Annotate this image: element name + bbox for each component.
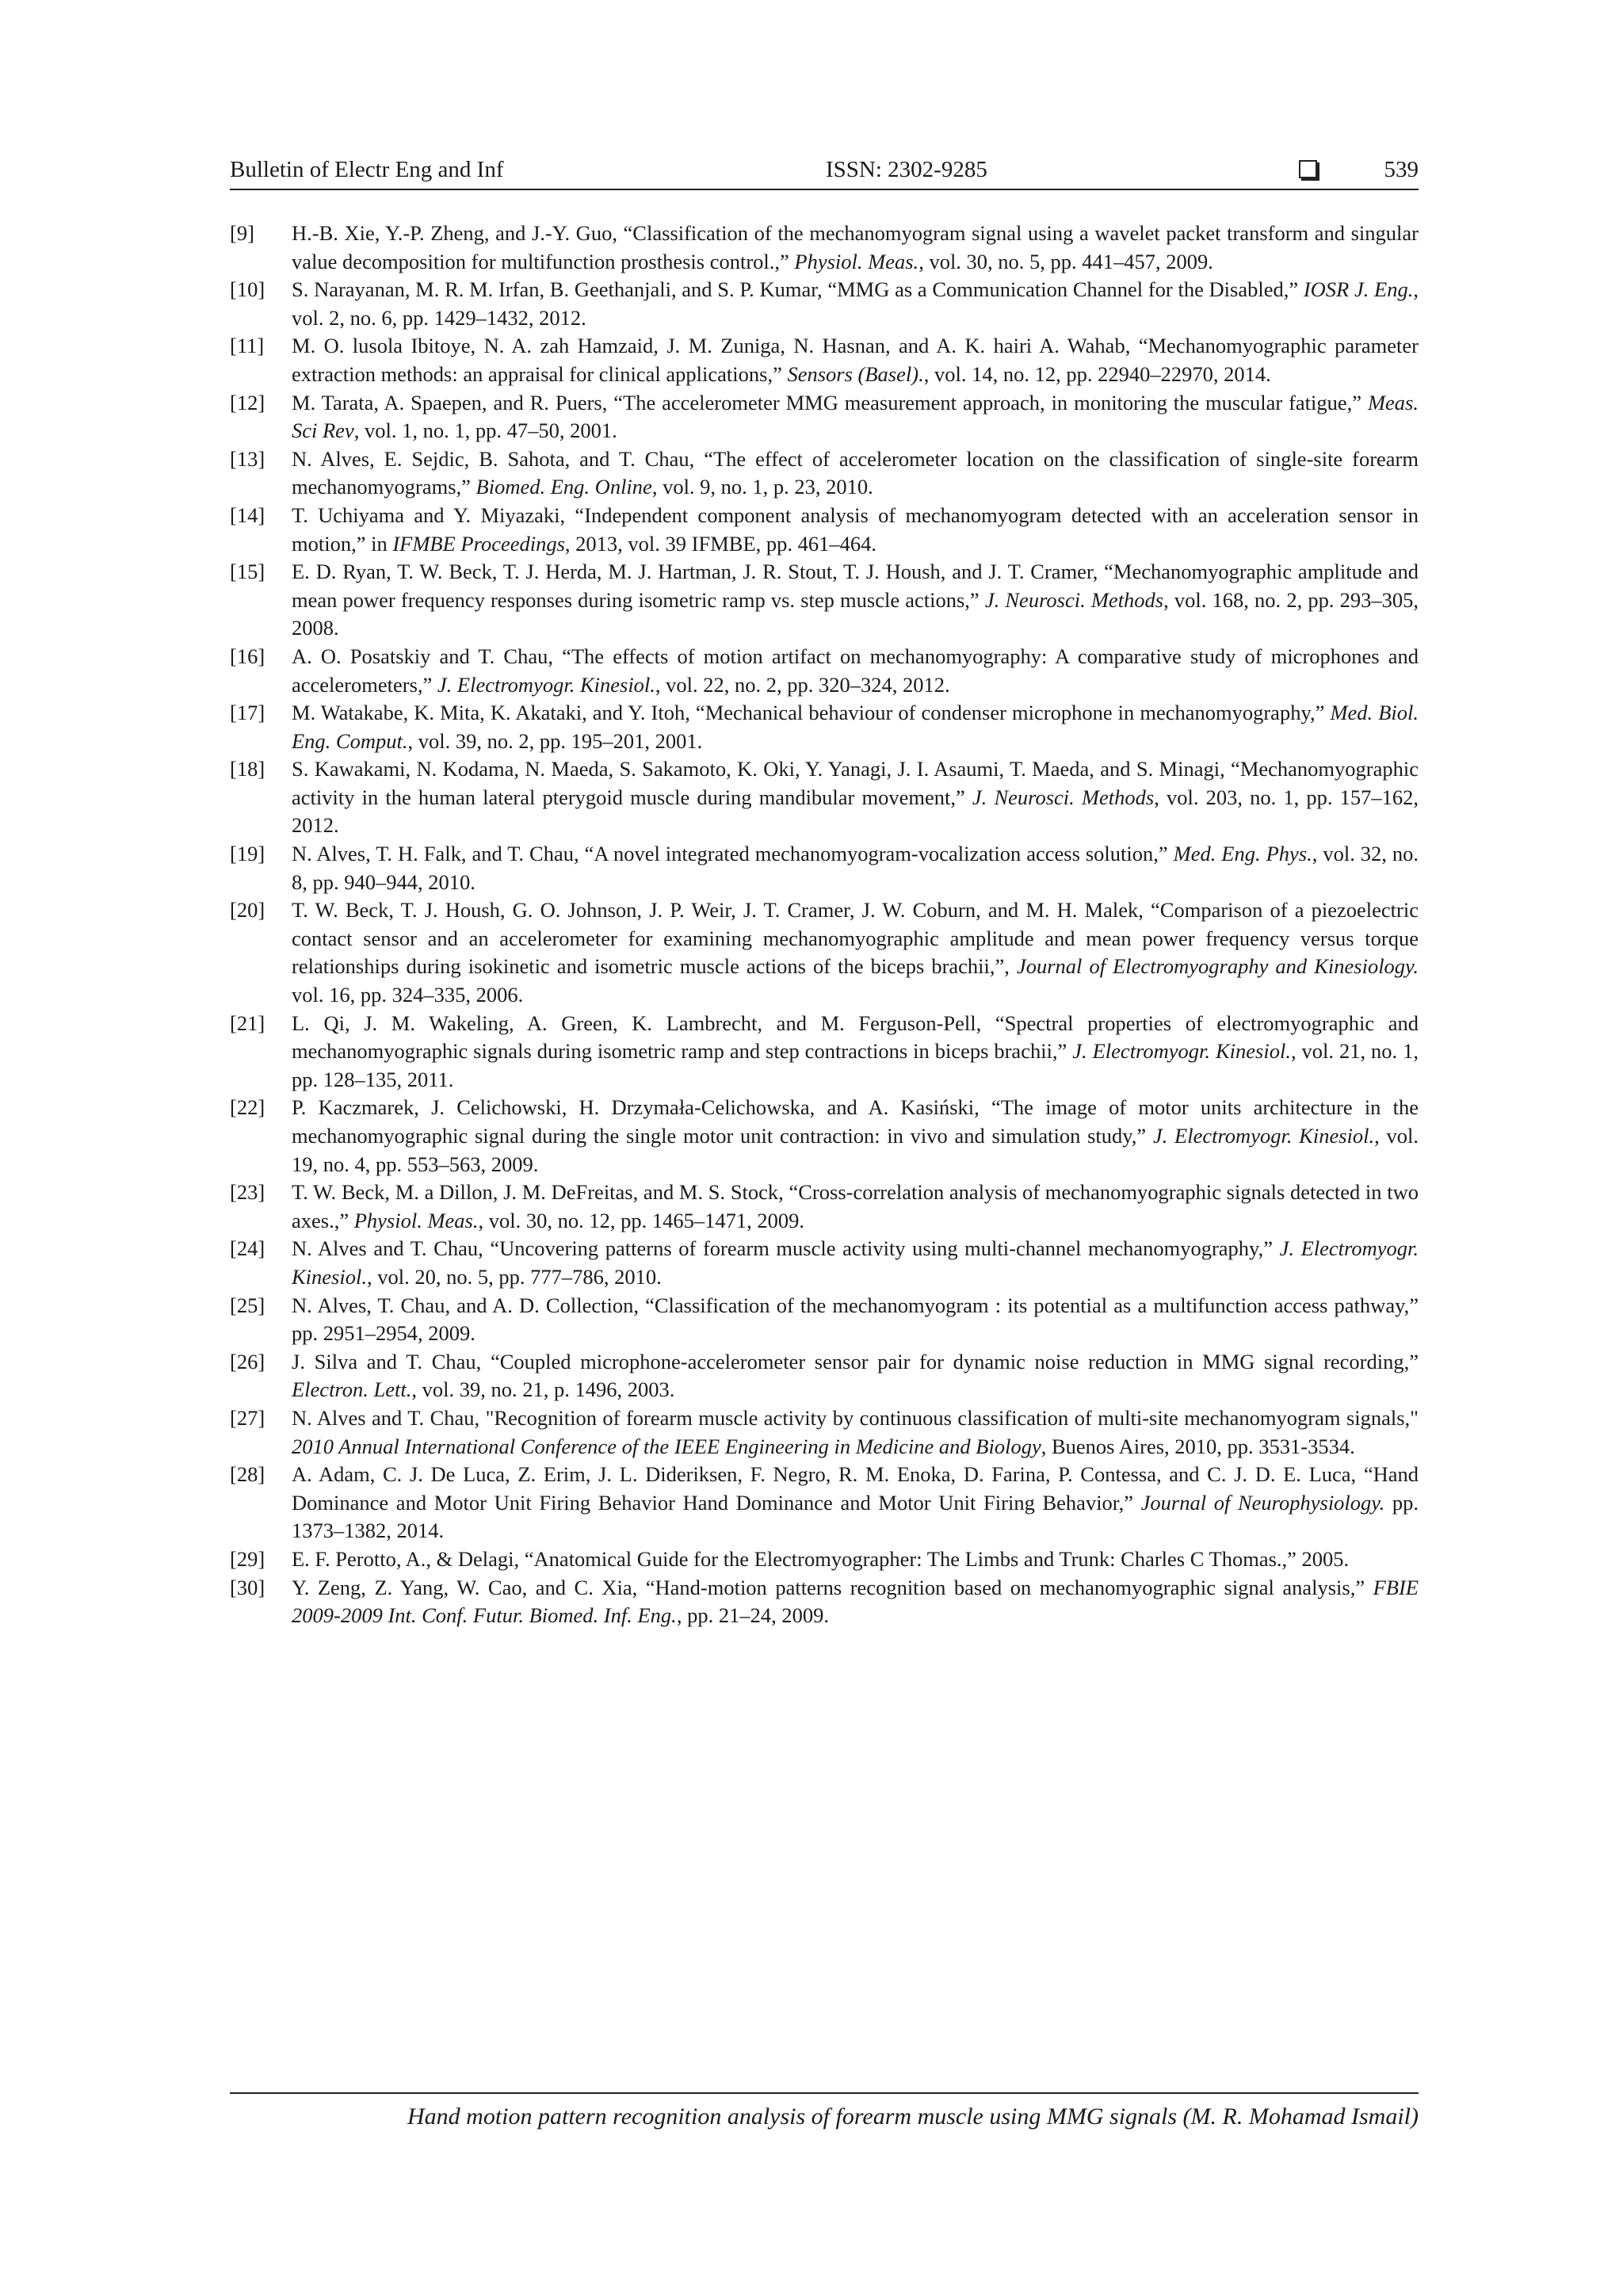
reference-number: [20] bbox=[230, 898, 265, 923]
reference-segment: N. Alves, T. H. Falk, and T. Chau, “A novel integrated mechanomyogram-vocalization access solution,” bbox=[292, 842, 1174, 866]
reference-text bbox=[292, 558, 1419, 643]
reference-item bbox=[230, 1461, 1419, 1545]
reference-segment: , pp. 21–24, 2009. bbox=[676, 1603, 829, 1628]
reference-number: [12] bbox=[230, 390, 265, 415]
reference-segment: N. Alves, T. Chau, and A. D. Collection, “Classification of the mechanomyogram : its potential as a multifunction access pathway,” pp. 2951–2954, 2009. bbox=[292, 1293, 1419, 1346]
reference-segment: , vol. 39, no. 21, p. 1496, 2003. bbox=[411, 1377, 675, 1402]
reference-source: Journal of Electromyography and Kinesiology. bbox=[1016, 954, 1419, 979]
reference-source: Med. Eng. Phys. bbox=[1173, 842, 1312, 866]
reference-segment: J. Silva and T. Chau, “Coupled microphone-accelerometer sensor pair for dynamic noise reduction in MMG signal recording,” bbox=[292, 1349, 1419, 1373]
reference-text bbox=[292, 755, 1419, 840]
page-footer bbox=[230, 2092, 1419, 2130]
reference-source: J. Neurosci. Methods bbox=[984, 587, 1164, 612]
page-number: 539 bbox=[1384, 157, 1419, 182]
reference-source: Journal of Neurophysiology. bbox=[1140, 1490, 1385, 1515]
reference-item bbox=[230, 276, 1419, 332]
reference-item bbox=[230, 1094, 1419, 1179]
reference-segment: , vol. 22, no. 2, pp. 320–324, 2012. bbox=[655, 672, 950, 697]
reference-item bbox=[230, 755, 1419, 840]
reference-segment: M. Watakabe, K. Mita, K. Akataki, and Y. Itoh, “Mechanical behaviour of condenser microphone in mechanomyography,” bbox=[292, 701, 1331, 725]
reference-segment: , Buenos Aires, 2010, pp. 3531-3534. bbox=[1041, 1434, 1355, 1458]
reference-item bbox=[230, 1348, 1419, 1404]
reference-text bbox=[292, 1348, 1419, 1404]
reference-text bbox=[292, 1094, 1419, 1179]
reference-segment: H.-B. Xie, Y.-P. Zheng, and J.-Y. Guo, “Classification of the mechanomyogram signal using a wavelet packet transform and singular value decomposition for multifunction prosthesis control.,” bbox=[292, 221, 1419, 273]
reference-source: FBIE 2009-2009 Int. Conf. Futur. Biomed. Inf. Eng. bbox=[292, 1575, 1419, 1628]
reference-segment: T. Uchiyama and Y. Miyazaki, “Independent component analysis of mechanomyogram detected with an acceleration sensor in motion,” in bbox=[292, 502, 1419, 556]
reference-segment: T. W. Beck, M. a Dillon, J. M. DeFreitas, and M. S. Stock, “Cross-correlation analysis of mechanomyographic signals detected in two axes.,” bbox=[292, 1180, 1419, 1232]
reference-segment: Y. Zeng, Z. Yang, W. Cao, and C. Xia, “Hand-motion patterns recognition based on mechanomyographic signal analysis,” bbox=[292, 1575, 1373, 1599]
reference-segment: , vol. 20, no. 5, pp. 777–786, 2010. bbox=[366, 1264, 662, 1289]
reference-number: [11] bbox=[230, 334, 265, 358]
reference-segment: , vol. 9, no. 1, p. 23, 2010. bbox=[651, 475, 873, 499]
reference-segment: S. Kawakami, N. Kodama, N. Maeda, S. Sakamoto, K. Oki, Y. Yanagi, J. I. Asaumi, T. Maeda, and S. Minagi, “Mechanomyographic activity in the human lateral pterygoid muscle during mandibular movement,” bbox=[292, 757, 1419, 809]
reference-source: J. Electromyogr. Kinesiol. bbox=[1072, 1039, 1291, 1064]
reference-source: Biomed. Eng. Online bbox=[475, 475, 652, 499]
reference-text bbox=[292, 1179, 1419, 1235]
reference-item bbox=[230, 445, 1419, 502]
reference-segment: , vol. 19, no. 4, pp. 553–563, 2009. bbox=[292, 1124, 1419, 1176]
reference-segment: , vol. 30, no. 5, pp. 441–457, 2009. bbox=[918, 249, 1213, 273]
reference-number: [10] bbox=[230, 277, 265, 302]
reference-source: Physiol. Meas. bbox=[794, 249, 919, 273]
reference-number: [9] bbox=[230, 221, 254, 245]
reference-segment: P. Kaczmarek, J. Celichowski, H. Drzymała-Celichowska, and A. Kasiński, “The image of motor units architecture in the mechanomyographic signal during the single motor unit contraction: in vivo and simulation study,” bbox=[292, 1095, 1419, 1148]
reference-segment: M. O. lusola Ibitoye, N. A. zah Hamzaid, J. M. Zuniga, N. Hasnan, and A. K. hairi A. Wahab, “Mechanomyographic parameter extraction methods: an appraisal for clinical applications,” bbox=[292, 334, 1419, 386]
reference-source: J. Electromyogr. Kinesiol. bbox=[437, 672, 655, 697]
reference-item bbox=[230, 643, 1419, 699]
reference-item bbox=[230, 1574, 1419, 1630]
reference-number: [18] bbox=[230, 757, 265, 781]
reference-item bbox=[230, 1404, 1419, 1461]
reference-item bbox=[230, 1010, 1419, 1095]
reference-number: [21] bbox=[230, 1010, 265, 1035]
reference-segment: E. D. Ryan, T. W. Beck, T. J. Herda, M. J. Hartman, J. R. Stout, T. J. Housh, and J. T. Cramer, “Mechanomyographic amplitude and mean power frequency responses during isometric ramp vs. step muscle actions,” bbox=[292, 560, 1419, 612]
reference-item bbox=[230, 389, 1419, 445]
footer-text: Hand motion pattern recognition analysis of forearm muscle using MMG signals (M. R. Mohamad Ismail) bbox=[407, 2103, 1419, 2130]
reference-list bbox=[230, 220, 1419, 1630]
reference-source: Sensors (Basel). bbox=[787, 361, 924, 386]
reference-segment: vol. 16, pp. 324–335, 2006. bbox=[292, 983, 524, 1007]
reference-segment: , 2013, vol. 39 IFMBE, pp. 461–464. bbox=[564, 531, 877, 556]
reference-source: 2010 Annual International Conference of the IEEE Engineering in Medicine and Biology bbox=[292, 1434, 1041, 1458]
reference-source: Physiol. Meas. bbox=[353, 1208, 479, 1232]
reference-number: [27] bbox=[230, 1405, 265, 1430]
reference-segment: N. Alves and T. Chau, "Recognition of forearm muscle activity by continuous classification of multi-site mechanomyogram signals," bbox=[292, 1405, 1419, 1430]
reference-number: [16] bbox=[230, 644, 265, 668]
reference-item bbox=[230, 1235, 1419, 1291]
reference-segment: L. Qi, J. M. Wakeling, A. Green, K. Lambrecht, and M. Ferguson-Pell, “Spectral properties of electromyographic and mechanomyographic signals during isometric ramp and step contractions in biceps brachii,” bbox=[292, 1010, 1419, 1064]
reference-number: [23] bbox=[230, 1180, 265, 1205]
reference-text bbox=[292, 276, 1419, 332]
reference-text bbox=[292, 389, 1419, 445]
square-icon bbox=[1299, 160, 1317, 178]
reference-number: [13] bbox=[230, 446, 265, 471]
reference-source: Med. Biol. Eng. Comput. bbox=[292, 701, 1419, 753]
reference-number: [17] bbox=[230, 701, 265, 725]
reference-number: [30] bbox=[230, 1575, 265, 1599]
reference-segment: pp. 1373–1382, 2014. bbox=[292, 1490, 1419, 1543]
reference-text bbox=[292, 896, 1419, 1009]
reference-number: [28] bbox=[230, 1462, 265, 1487]
reference-source: Electron. Lett. bbox=[292, 1377, 412, 1402]
reference-segment: A. O. Posatskiy and T. Chau, “The effects of motion artifact on mechanomyography: A comparative study of microphones and accelerometers,” bbox=[292, 644, 1419, 697]
reference-text bbox=[292, 1235, 1419, 1291]
reference-segment: N. Alves and T. Chau, “Uncovering patterns of forearm muscle activity using multi-channel mechanomyography,” bbox=[292, 1236, 1280, 1261]
issn: ISSN: 2302-9285 bbox=[826, 157, 987, 182]
reference-segment: A. Adam, C. J. De Luca, Z. Erim, J. L. Dideriksen, F. Negro, R. M. Enoka, D. Farina, P. Contessa, and C. J. D. E. Luca, “Hand Dominance and Motor Unit Firing Behavior Hand Dominance and Motor Unit Firing Behavior,” bbox=[292, 1462, 1419, 1515]
reference-text bbox=[292, 1010, 1419, 1095]
reference-item bbox=[230, 699, 1419, 755]
reference-segment: E. F. Perotto, A., & Delagi, “Anatomical Guide for the Electromyographer: The Limbs and Trunk: Charles C Thomas.,” 2005. bbox=[292, 1546, 1350, 1571]
reference-segment: , vol. 32, no. 8, pp. 940–944, 2010. bbox=[292, 842, 1419, 894]
reference-item bbox=[230, 502, 1419, 558]
reference-number: [24] bbox=[230, 1236, 265, 1261]
reference-source: IFMBE Proceedings bbox=[392, 531, 565, 556]
reference-number: [19] bbox=[230, 842, 265, 866]
reference-segment: T. W. Beck, T. J. Housh, G. O. Johnson, J. P. Weir, J. T. Cramer, J. W. Coburn, and M. H. Malek, “Comparison of a piezoelectric contact sensor and an accelerometer for examining mechanomyographic amplitude and mean power frequency versus torque relationships during isokinetic and isometric muscle actions of the biceps brachii,”, bbox=[292, 898, 1419, 979]
reference-segment: , vol. 39, no. 2, pp. 195–201, 2001. bbox=[407, 728, 703, 753]
reference-segment: , vol. 203, no. 1, pp. 157–162, 2012. bbox=[292, 785, 1419, 838]
reference-segment: , vol. 21, no. 1, pp. 128–135, 2011. bbox=[292, 1039, 1419, 1091]
reference-segment: , vol. 1, no. 1, pp. 47–50, 2001. bbox=[353, 418, 617, 443]
reference-segment: , vol. 30, no. 12, pp. 1465–1471, 2009. bbox=[478, 1208, 804, 1232]
reference-segment: N. Alves, E. Sejdic, B. Sahota, and T. Chau, “The effect of accelerometer location on the classification of single-site forearm mechanomyograms,” bbox=[292, 446, 1419, 499]
reference-item bbox=[230, 896, 1419, 1009]
reference-number: [29] bbox=[230, 1546, 265, 1571]
reference-text bbox=[292, 1545, 1419, 1574]
reference-source: Meas. Sci Rev bbox=[292, 390, 1419, 443]
reference-number: [22] bbox=[230, 1095, 265, 1120]
reference-segment: , vol. 2, no. 6, pp. 1429–1432, 2012. bbox=[292, 277, 1419, 330]
reference-text bbox=[292, 1461, 1419, 1545]
reference-item bbox=[230, 1545, 1419, 1574]
reference-number: [14] bbox=[230, 502, 265, 527]
reference-text bbox=[292, 1404, 1419, 1461]
reference-text bbox=[292, 643, 1419, 699]
journal-name: Bulletin of Electr Eng and Inf bbox=[230, 157, 504, 182]
reference-segment: M. Tarata, A. Spaepen, and R. Puers, “The accelerometer MMG measurement approach, in monitoring the muscular fatigue,” bbox=[292, 390, 1368, 415]
reference-text bbox=[292, 699, 1419, 755]
page-header bbox=[230, 152, 1419, 190]
reference-item bbox=[230, 220, 1419, 276]
reference-segment: S. Narayanan, M. R. M. Irfan, B. Geethanjali, and S. P. Kumar, “MMG as a Communication Channel for the Disabled,” bbox=[292, 277, 1304, 302]
reference-text bbox=[292, 1574, 1419, 1630]
reference-segment: , vol. 14, no. 12, pp. 22940–22970, 2014. bbox=[923, 361, 1271, 386]
reference-text bbox=[292, 840, 1419, 896]
reference-item bbox=[230, 558, 1419, 643]
reference-number: [25] bbox=[230, 1293, 265, 1317]
reference-item bbox=[230, 332, 1419, 388]
reference-text bbox=[292, 502, 1419, 558]
reference-item bbox=[230, 1179, 1419, 1235]
reference-text bbox=[292, 332, 1419, 388]
reference-item bbox=[230, 840, 1419, 896]
reference-text bbox=[292, 445, 1419, 502]
reference-source: J. Electromyogr. Kinesiol. bbox=[1152, 1124, 1375, 1148]
reference-segment: , vol. 168, no. 2, pp. 293–305, 2008. bbox=[292, 587, 1419, 640]
reference-item bbox=[230, 1292, 1419, 1348]
reference-source: J. Electromyogr. Kinesiol. bbox=[292, 1236, 1419, 1289]
reference-text bbox=[292, 220, 1419, 276]
reference-text bbox=[292, 1292, 1419, 1348]
reference-source: IOSR J. Eng. bbox=[1303, 277, 1414, 302]
reference-number: [26] bbox=[230, 1349, 265, 1373]
reference-source: J. Neurosci. Methods bbox=[972, 785, 1155, 809]
reference-number: [15] bbox=[230, 560, 265, 584]
